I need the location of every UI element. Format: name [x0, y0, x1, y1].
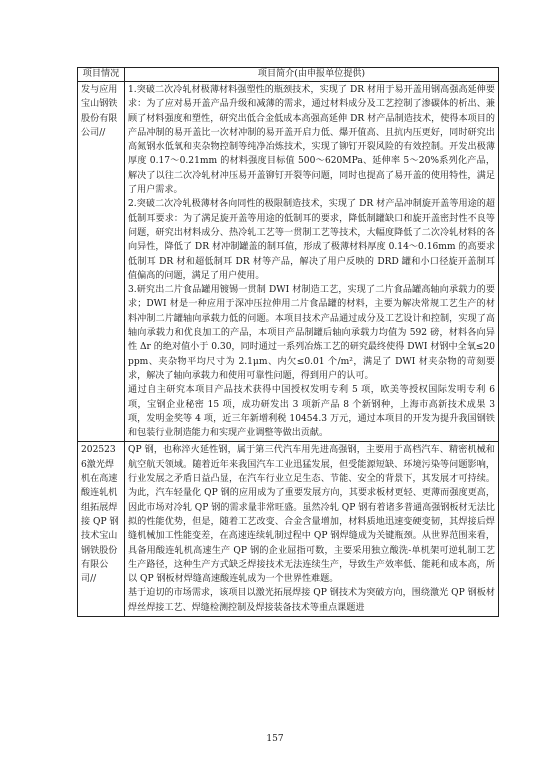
- summary-paragraph: 3.研究出二片食品罐用镀锡一贯制 DWI 材制造工艺，实现了二片食品罐高轴向承载力的要求；DWI 材是一种应用于深冲压拉伸用二片食品罐的材料，主要为解决常规工艺生产的材料冲制二片罐轴向承载力低的问题。本项目技术产品通过成分及工艺设计和控制，实现了高轴向承载力和优良加工的产品，本项目产品制罐后轴向承载力均值为 592 磅，材料各向异性 Δr 的绝对值小于 0.30，同时通过一系列冶炼工艺的研究最终使得 DWI 材钢中全氧≤20ppm、夹杂物平均尺寸为 2.1μm、内欠≤0.01 个/m²，满足了 DWI 材夹杂物的苛刻要求，解决了轴向承载力和使用可靠性问题，得到用户的认可。: [128, 285, 495, 381]
- page-number: 157: [266, 734, 284, 744]
- project-table: [77, 67, 499, 617]
- table-row: [78, 82, 499, 442]
- summary-paragraph: 基于迫切的市场需求，该项目以激光拓展焊接 QP 钢技术为突破方向，围绕激光 QP 钢板材焊丝焊接工艺、焊缝检测控制及焊接装备技术等重点课题进: [128, 588, 495, 613]
- row-2-project-info: 2025236激光焊机在高速酸连轧机组拓展焊接 QP 钢技术宝山钢铁股份有限公司//: [78, 442, 125, 617]
- summary-paragraph: 2.突破二次冷轧极薄材各向同性的极限制造技术，实现了 DR 材产品冲制旋开盖等用途的超低制耳要求：为了满足旋开盖等用途的低制耳的要求，降低制罐缺口和旋开盖密封性不良等问题，研究出材料成分、热冷轧工艺等一贯制工艺等技术，大幅度降低了二次冷轧材料的各向异性，降低了 DR 材冲制罐盖的制耳值，形成了极薄材料厚度 0.14～0.16mm 的高要求低制耳 DR 材和超低制耳 DR 材等产品，解决了用户反映的 DRD 罐和小口径旋开盖制耳值偏高的问题，满足了用户使用。: [128, 199, 495, 281]
- summary-paragraph: 1.突破二次冷轧材极薄材料强塑性的瓶颈技术，实现了 DR 材用于易开盖用钢高强高延伸要求：为了应对易开盖产品升级和减薄的需求，通过材料成分及工艺控制了渗碳体的析出、兼顾了材料强度和塑性，研究出低合金低成本高强高延伸 DR 材产品制造技术，使得本项目的产品冲制的易开盖比一次材冲制的易开盖开启力低、爆开值高、且抗内压更好，同时研究出高氮钢水低氧和夹杂物控制等纯净冶炼技术，实现了铆钉开裂风险的有效控制。开发出极薄厚度 0.17～0.21mm 的材料强度目标值 500～620MPa、延伸率 5～20%系列化产品，解决了以往二次冷轧材冲压易开盖铆钉开裂等问题，同时也提高了易开盖的使用特性，满足了用户需求。: [128, 85, 495, 196]
- header-project-status: 项目情况: [78, 68, 125, 82]
- summary-paragraph: 通过自主研究本项目产品技术获得中国授权发明专利 5 项，欧美等授权国际发明专利 6 项，宝钢企业秘密 15 项，成功研发出 3 项新产品 8 个新钢种，上海市高新技术成果 3 项，发明金奖等 4 项，近三年新增利税 10454.3 万元，通过本项目的开发为提升我国钢铁和包装行业制造能力和实现产业调整等做出贡献。: [128, 385, 495, 439]
- header-project-summary: 项目简介(由申报单位提供): [125, 68, 499, 82]
- table-header-row: [78, 68, 499, 82]
- row-1-summary: [125, 82, 499, 442]
- table-row: [78, 442, 499, 617]
- summary-paragraph: QP 钢，也称淬火延性钢，属于第三代汽车用先进高强钢，主要用于高档汽车、精密机械和航空航天领域。随着近年来我国汽车工业迅猛发展，但受能源短缺、环境污染等问题影响，行业发展之矛盾日益凸显，在汽车行业立足生态、节能、安全的背景下，其发展才可持续。为此，汽车轻量化 QP 钢的应用成为了重要发展方向，其要求板材更轻、更薄而强度更高，因此市场对冷轧 QP 钢的需求量非常旺盛。虽然冷轧 QP 钢有着诸多普通高强钢板材无法比拟的性能优势，但是，随着工艺改变、合金含量增加，材料质地迅速变硬变韧，其焊接后焊缝机械加工性能变差，在高速连续轧制过程中 QP 钢焊缝成为关键瓶颈。从世界范围来看，具备用酸连轧机高速生产 QP 钢的企业屈指可数，主要采用独立酸洗-单机架可逆轧制工艺生产路径，这种生产方式缺乏焊接技术无法连续生产，导致生产效率低、能耗和成本高，所以 QP 钢板材焊缝高速酸连轧成为一个世界性难题。: [128, 445, 495, 585]
- row-2-summary: [125, 442, 499, 617]
- row-1-project-info: 发与应用宝山钢铁股份有限公司//: [78, 82, 125, 442]
